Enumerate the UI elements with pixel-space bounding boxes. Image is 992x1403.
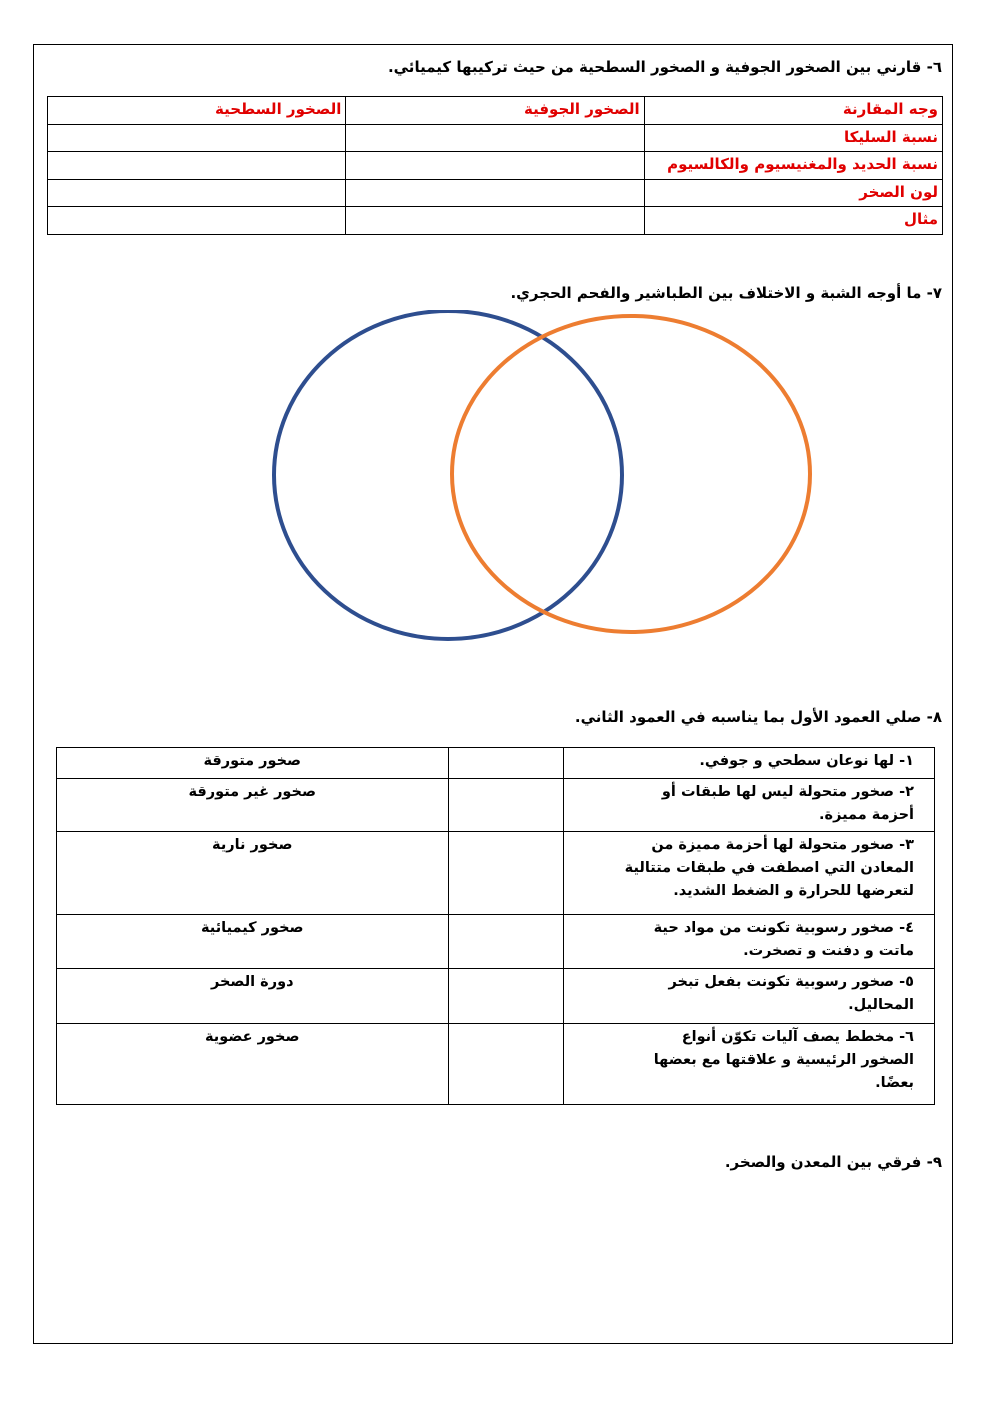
table-row	[57, 915, 935, 969]
table-row	[57, 969, 935, 1024]
page-frame	[33, 44, 953, 1344]
matching-item-5: ٥- صخور رسوبية تكونت بفعل تبخر المحاليل.	[564, 969, 935, 1024]
comparison-table	[47, 96, 943, 235]
row-label-rock-color: لون الصخر	[644, 179, 942, 207]
matching-item-2: ٢- صخور متحولة ليس لها طبقات أو أحزمة مميزة.	[564, 779, 935, 832]
matching-answer-cell[interactable]	[448, 915, 564, 969]
answer-cell[interactable]	[346, 179, 644, 207]
table-row	[48, 152, 943, 180]
table-row	[57, 832, 935, 915]
table-row	[57, 1024, 935, 1105]
table-row	[48, 179, 943, 207]
answer-cell[interactable]	[48, 207, 346, 235]
answer-cell[interactable]	[48, 179, 346, 207]
table-row	[48, 124, 943, 152]
matching-option-5: دورة الصخر	[57, 969, 449, 1024]
row-label-iron-magnesium: نسبة الحديد والمغنيسيوم والكالسيوم	[644, 152, 942, 180]
matching-item-6: ٦- مخطط يصف آليات تكوّن أنواع الصخور الرئيسية و علاقتها مع بعضها بعضًا.	[564, 1024, 935, 1105]
matching-item-4: ٤- صخور رسوبية تكونت من مواد حية ماتت و دفنت و تصخرت.	[564, 915, 935, 969]
matching-table	[56, 747, 935, 1105]
answer-cell[interactable]	[346, 207, 644, 235]
row-label-example: مثال	[644, 207, 942, 235]
venn-diagram	[270, 310, 820, 650]
header-intrusive-rocks: الصخور الجوفية	[346, 97, 644, 125]
header-extrusive-rocks: الصخور السطحية	[48, 97, 346, 125]
q7-title: ٧- ما أوجه الشبة و الاختلاف بين الطباشير والفحم الحجري.	[510, 284, 942, 302]
matching-answer-cell[interactable]	[448, 1024, 564, 1105]
answer-cell[interactable]	[346, 124, 644, 152]
matching-answer-cell[interactable]	[448, 832, 564, 915]
matching-option-3: صخور نارية	[57, 832, 449, 915]
matching-option-2: صخور غير متورقة	[57, 779, 449, 832]
header-comparison-aspect: وجه المقارنة	[644, 97, 942, 125]
matching-answer-cell[interactable]	[448, 748, 564, 779]
answer-cell[interactable]	[48, 152, 346, 180]
row-label-silica: نسبة السليكا	[644, 124, 942, 152]
answer-cell[interactable]	[48, 124, 346, 152]
matching-item-3: ٣- صخور متحولة لها أحزمة مميزة من المعادن التي اصطفت في طبقات متتالية لتعرضها للحرارة و الضغط الشديد.	[564, 832, 935, 915]
table-row	[57, 779, 935, 832]
table-row	[48, 207, 943, 235]
matching-option-1: صخور متورقة	[57, 748, 449, 779]
matching-option-6: صخور عضوية	[57, 1024, 449, 1105]
matching-item-1: ١- لها نوعان سطحي و جوفي.	[564, 748, 935, 779]
q9-answer-area[interactable]	[50, 1185, 940, 1325]
q8-title: ٨- صلي العمود الأول بما يناسبه في العمود الثاني.	[574, 708, 942, 726]
q6-title: ٦- قارني بين الصخور الجوفية و الصخور السطحية من حيث تركيبها كيميائي.	[387, 58, 942, 76]
matching-answer-cell[interactable]	[448, 969, 564, 1024]
answer-cell[interactable]	[346, 152, 644, 180]
matching-answer-cell[interactable]	[448, 779, 564, 832]
venn-left-circle	[274, 311, 622, 639]
table-header-row	[48, 97, 943, 125]
q9-title: ٩- فرقي بين المعدن والصخر.	[724, 1153, 942, 1171]
table-row	[57, 748, 935, 779]
matching-option-4: صخور كيميائية	[57, 915, 449, 969]
venn-right-circle	[452, 316, 810, 632]
